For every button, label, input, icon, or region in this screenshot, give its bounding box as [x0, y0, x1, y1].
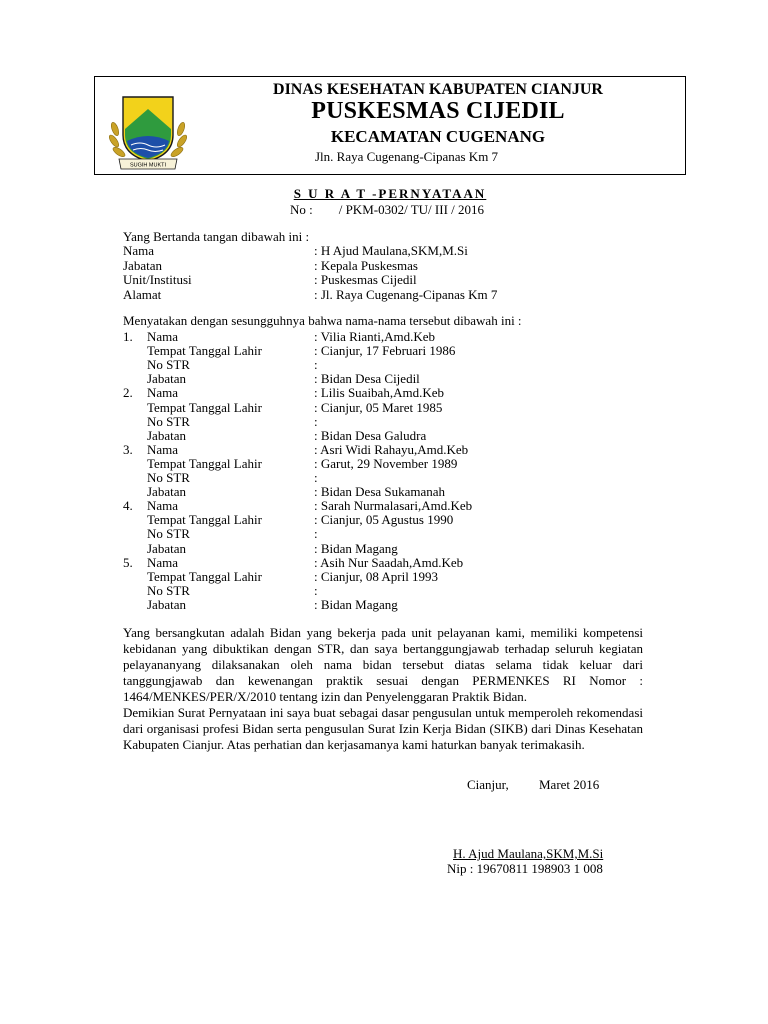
person-field-value: : Sarah Nurmalasari,Amd.Keb — [314, 498, 473, 514]
person-field-label: Nama — [147, 441, 179, 457]
person-number: 5. — [123, 554, 133, 570]
person-field-label: Jabatan — [147, 540, 186, 556]
person-field-label: Jabatan — [147, 596, 186, 612]
person-field-label: Tempat Tanggal Lahir — [147, 568, 262, 584]
signatory-name: H. Ajud Maulana,SKM,M.Si — [453, 846, 604, 861]
person-number: 3. — [123, 441, 133, 457]
person-field-value: : Cianjur, 08 April 1993 — [314, 568, 439, 584]
person-field-label: No STR — [147, 582, 190, 598]
person-field-label: Nama — [147, 498, 179, 514]
person-field-value: : Vilia Rianti,Amd.Keb — [314, 329, 436, 344]
district-name: KECAMATAN CUGENANG — [330, 127, 546, 146]
person-field-label: No STR — [147, 470, 190, 485]
institution-address: Jln. Raya Cugenang-Cipanas Km 7 — [315, 149, 499, 164]
body-paragraph-2: Demikian Surat Pernyataan ini saya buat sebagai dasar pengusulan untuk memperoleh rekomendasi dari organisasi profesi Bidan serta pengusulan Surat Izin Kerja Bidan (SIKB) dari Dinas Kesehatan Kabupaten Cianjur. Atas perhatian dan kerjasamanya kami haturkan banyak terimakasih. — [123, 705, 643, 752]
person-field-value: : — [314, 470, 318, 485]
signer-label: Jabatan — [123, 257, 162, 273]
person-number: 4. — [123, 498, 133, 514]
person-field-value: : Bidan Desa Galudra — [314, 427, 427, 443]
person-field-label: Nama — [147, 385, 179, 401]
signer-value: : Jl. Raya Cugenang-Cipanas Km 7 — [314, 286, 498, 302]
person-field-label: Tempat Tanggal Lahir — [147, 399, 262, 415]
person-field-label: No STR — [147, 357, 190, 373]
signature-date: Maret 2016 — [539, 777, 600, 792]
signature-place: Cianjur, — [467, 777, 509, 792]
svg-text:SUGIH MUKTI: SUGIH MUKTI — [129, 162, 167, 169]
person-number: 1. — [123, 329, 133, 344]
person-field-value: : Cianjur, 17 Februari 1986 — [314, 343, 456, 359]
signer-value: : H Ajud Maulana,SKM,M.Si — [314, 243, 468, 258]
person-field-label: Jabatan — [147, 427, 186, 443]
person-field-value: : — [314, 357, 318, 373]
person-field-label: Tempat Tanggal Lahir — [147, 512, 262, 528]
signatory-nip: Nip : 19670811 198903 1 008 — [447, 861, 603, 876]
signer-value: : Puskesmas Cijedil — [314, 272, 417, 287]
person-field-value: : Cianjur, 05 Maret 1985 — [314, 399, 443, 415]
person-field-value: : — [314, 526, 318, 542]
person-field-value: : Asri Widi Rahayu,Amd.Keb — [314, 441, 469, 457]
person-field-value: : Cianjur, 05 Agustus 1990 — [314, 512, 454, 528]
body-paragraph-1: Yang bersangkutan adalah Bidan yang bekerja pada unit pelayanan kami, memiliki kompetensi kebidanan yang dibuktikan dengan STR, dan saya bertanggungjawab terhadap seluruh kegiatan pelayananyang dilaksanakan oleh nama bidan tersebut diatas selama tidak keluar dari tanggungjawab dan kewenangan praktik sesuai dengan PERMENKES RI Nomor : 1464/MENKES/PER/X/2010 tentang izin dan Penyelenggaran Praktik Bidan. — [123, 625, 643, 704]
person-field-label: Jabatan — [147, 484, 186, 500]
person-field-label: No STR — [147, 526, 190, 542]
person-field-value: : Garut, 29 November 1989 — [314, 455, 458, 471]
agency-name: DINAS KESEHATAN KABUPATEN CIANJUR — [273, 81, 603, 98]
person-field-value: : Asih Nur Saadah,Amd.Keb — [314, 554, 464, 570]
person-field-label: Nama — [147, 329, 179, 344]
cianjur-regency-logo — [105, 85, 191, 173]
person-field-label: Jabatan — [147, 371, 186, 387]
person-field-value: : — [314, 582, 318, 598]
person-field-label: Nama — [147, 554, 179, 570]
institution-name: PUSKESMAS CIJEDIL — [311, 98, 565, 124]
statement-intro: Menyatakan dengan sesungguhnya bahwa nama-nama tersebut dibawah ini : — [123, 313, 522, 328]
person-field-value: : Lilis Suaibah,Amd.Keb — [314, 385, 444, 401]
person-field-label: No STR — [147, 413, 190, 429]
document-title: S U R A T -PERNYATAAN — [293, 186, 487, 201]
person-field-value: : Bidan Magang — [314, 596, 398, 612]
person-field-value: : Bidan Magang — [314, 540, 398, 556]
document-number: No : / PKM-0302/ TU/ III / 2016 — [289, 202, 485, 217]
person-field-value: : — [314, 413, 318, 429]
person-field-value: : Bidan Desa Sukamanah — [314, 484, 446, 500]
letterhead — [94, 76, 686, 175]
signer-label: Nama — [123, 243, 155, 258]
person-field-label: Tempat Tanggal Lahir — [147, 455, 262, 471]
signer-intro: Yang Bertanda tangan dibawah ini : — [123, 229, 310, 244]
person-number: 2. — [123, 385, 133, 401]
signer-value: : Kepala Puskesmas — [314, 257, 418, 273]
signer-label: Unit/Institusi — [123, 272, 192, 287]
person-field-label: Tempat Tanggal Lahir — [147, 343, 262, 359]
signer-label: Alamat — [123, 286, 162, 302]
person-field-value: : Bidan Desa Cijedil — [314, 371, 420, 387]
